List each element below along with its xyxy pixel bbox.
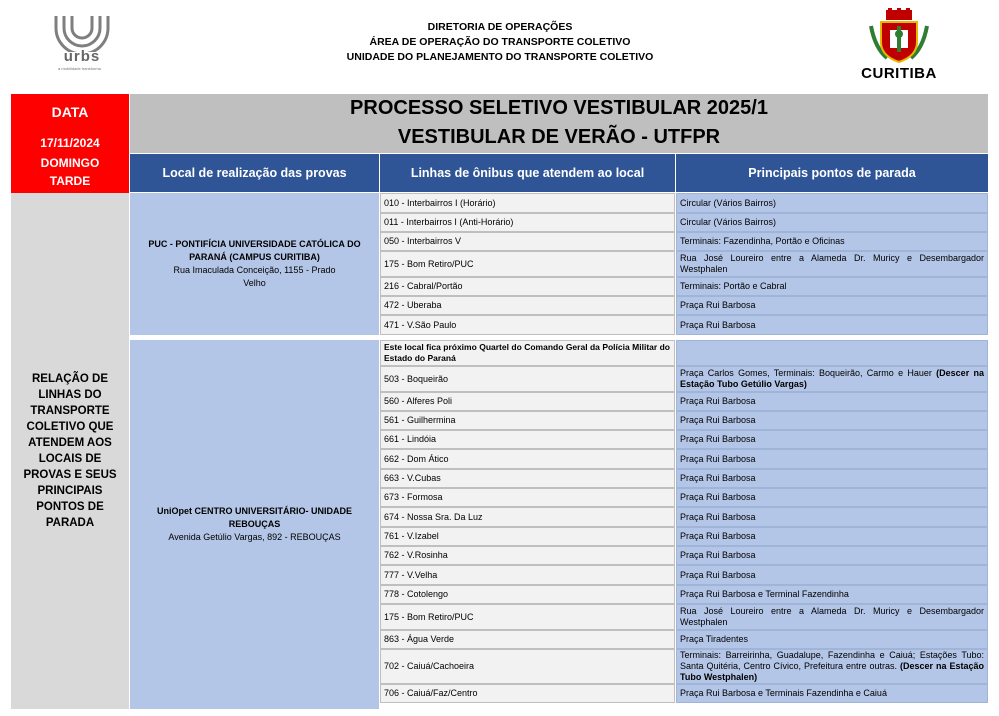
header-line-3: UNIDADE DO PLANEJAMENTO DO TRANSPORTE COLETIVO: [346, 51, 654, 63]
stop-point-text: [680, 634, 748, 645]
venue-name: PUC - PONTIFÍCIA UNIVERSIDADE CATÓLICA DO PARANÁ (CAMPUS CURITIBA): [148, 239, 361, 262]
date-box: [11, 94, 129, 193]
stop-point: [676, 366, 988, 392]
stop-point-text: [680, 281, 787, 292]
curitiba-logo-text: CURITIBA: [861, 65, 937, 82]
stop-point-main: Praça Tiradentes: [680, 634, 749, 644]
stop-point: [676, 251, 988, 277]
stop-point-main: Praça Rui Barbosa: [680, 396, 756, 406]
stop-point: [676, 604, 988, 630]
stop-point-text: [680, 650, 984, 683]
header-line-2: ÁREA DE OPERAÇÃO DO TRANSPORTE COLETIVO: [369, 36, 631, 48]
urbs-logo-tagline: a mobilidade transforma: [58, 66, 101, 71]
bus-line: 175 - Bom Retiro/PUC: [380, 604, 675, 630]
table-row: [380, 449, 988, 469]
table-row: [380, 684, 988, 703]
bus-line: 778 - Cotolengo: [380, 585, 675, 604]
bus-line: 011 - Interbairros I (Anti-Horário): [380, 213, 675, 232]
bus-line: 761 - V.Izabel: [380, 527, 675, 546]
stop-point-main: Rua José Loureiro entre a Alameda Dr. Muricy e Desembargador Westphalen: [680, 253, 984, 274]
stop-point-main: Praça Rui Barbosa: [680, 511, 756, 522]
table-row: [380, 604, 988, 630]
bus-line: 662 - Dom Ático: [380, 449, 675, 469]
stop-point-text: [680, 473, 756, 484]
stop-point-text: [680, 198, 776, 209]
stop-point-text: [680, 512, 756, 523]
stop-point: [676, 630, 988, 649]
bus-line: 471 - V.São Paulo: [380, 315, 675, 335]
stop-point-main: Praça Rui Barbosa: [680, 300, 756, 310]
venue-puc: [130, 193, 379, 335]
section-label-text: RELAÇÃO DE LINHAS DO TRANSPORTE COLETIVO QUE ATENDEM AOS LOCAIS DE PROVAS E SEUS PRINCIPAIS PONTOS DE PARADA: [23, 373, 117, 529]
stop-point: [676, 469, 988, 488]
stop-point-text: [680, 454, 756, 465]
stop-point: [676, 411, 988, 430]
venue-name: UniOpet CENTRO UNIVERSITÁRIO- UNIDADE REBOUÇAS: [156, 506, 352, 529]
bus-line: 050 - Interbairros V: [380, 232, 675, 251]
bus-line: 561 - Guilhermina: [380, 411, 675, 430]
table-row: [380, 213, 988, 232]
header-line-1: DIRETORIA DE OPERAÇÕES: [427, 21, 573, 33]
table-row: [380, 392, 988, 411]
stop-point-main: Praça Rui Barbosa: [680, 453, 756, 464]
stop-point-main: Praça Rui Barbosa: [680, 569, 756, 580]
stop-point-text: [680, 217, 776, 228]
document-title: [130, 94, 988, 153]
bus-line: 863 - Água Verde: [380, 630, 675, 649]
venue-note: Este local fica próximo Quartel do Comando Geral da Polícia Militar do Estado do Paraná: [380, 340, 675, 366]
stop-point-main: Circular (Vários Bairros): [680, 197, 777, 208]
title-line-1: PROCESSO SELETIVO VESTIBULAR 2025/1: [350, 97, 768, 119]
stop-point: [676, 546, 988, 565]
stop-point-main: Praça Rui Barbosa: [680, 434, 756, 444]
urbs-logo-text: urbs: [63, 48, 101, 65]
table-row: [380, 546, 988, 565]
bus-line: 503 - Boqueirão: [380, 366, 675, 392]
stop-point-text: [680, 300, 756, 311]
stop-point-text: [680, 570, 756, 581]
date-weekday-period: [11, 154, 129, 190]
column-header-local: Local de realização das provas: [130, 154, 379, 192]
table-row: [380, 430, 988, 449]
table-row: [380, 232, 988, 251]
bus-line: 663 - V.Cubas: [380, 469, 675, 488]
bus-line: 706 - Caiuá/Faz/Centro: [380, 684, 675, 703]
stop-point: [676, 296, 988, 315]
stop-point-main: Praça Rui Barbosa e Terminal Fazendinha: [680, 589, 849, 599]
stop-point: [676, 392, 988, 411]
stop-point: [676, 585, 988, 604]
stop-point-emphasis: (Descer na Estação Tubo Getúlio Vargas): [680, 368, 984, 389]
table-row: [380, 315, 988, 335]
stop-point-text: [680, 550, 756, 561]
stop-point-text: [680, 236, 845, 247]
stop-point: [676, 649, 988, 684]
bus-line: 702 - Caiuá/Cachoeira: [380, 649, 675, 684]
stop-point-main: Terminais: Fazendinha, Portão e Oficinas: [680, 236, 845, 246]
table-row: [380, 296, 988, 315]
table-row: [380, 411, 988, 430]
stop-point: [676, 488, 988, 507]
stop-point: [676, 430, 988, 449]
stop-point-text: [680, 492, 756, 503]
stop-point-main: Praça Rui Barbosa e Terminais Fazendinha e Caiuá: [680, 688, 887, 698]
stop-point: [676, 684, 988, 703]
bus-line: 661 - Lindóia: [380, 430, 675, 449]
stop-point-main: Praça Rui Barbosa: [680, 415, 756, 425]
table-row: [380, 649, 988, 684]
stop-point-text: [680, 368, 984, 390]
column-header-linhas: Linhas de ônibus que atendem ao local: [380, 154, 675, 192]
table-row: [380, 565, 988, 585]
stop-point-main: Rua José Loureiro entre a Alameda Dr. Muricy e Desembargador Westphalen: [680, 606, 984, 627]
stop-point-text: [680, 415, 756, 426]
stop-point-main: Praça Rui Barbosa: [680, 492, 756, 502]
table-row: [380, 507, 988, 527]
table-row: [380, 193, 988, 213]
table-row: [380, 366, 988, 392]
header-lines: [250, 20, 750, 65]
curitiba-coat-of-arms-icon: [853, 8, 945, 64]
stop-point-text: [680, 320, 756, 331]
stop-point: [676, 232, 988, 251]
date-period: TARDE: [49, 174, 91, 188]
bus-line: 560 - Alferes Poli: [380, 392, 675, 411]
urbs-logo-icon: [52, 12, 112, 52]
table-row: [380, 488, 988, 507]
bus-line: 216 - Cabral/Portão: [380, 277, 675, 296]
venue-address: Avenida Getúlio Vargas, 892 - REBOUÇAS: [168, 532, 341, 542]
date-value: 17/11/2024: [40, 136, 100, 150]
stop-point: [676, 565, 988, 585]
stop-point-text: [680, 589, 849, 600]
stop-point-main: Circular (Vários Bairros): [680, 217, 777, 227]
stop-point-main: Terminais: Portão e Cabral: [680, 281, 787, 291]
page-header: [0, 0, 999, 92]
stop-point: [676, 193, 988, 213]
urbs-logo: [52, 12, 112, 78]
stop-point: [676, 449, 988, 469]
stop-point-main: Praça Rui Barbosa: [680, 473, 756, 483]
table-row: [380, 585, 988, 604]
bus-line: 175 - Bom Retiro/PUC: [380, 251, 675, 277]
venue-address: Rua Imaculada Conceição, 1155 - Prado Velho: [173, 265, 336, 288]
stop-point: [676, 527, 988, 546]
stop-point-main: Praça Rui Barbosa: [680, 550, 756, 560]
stop-point-text: [680, 434, 756, 445]
stop-point-main: Terminais: Barreirinha, Guadalupe, Fazendinha e Caiuá; Estações Tubo: Santa Quitéria, Centro Cívico, Prefeitura entre outras.: [680, 650, 984, 671]
section-label: [11, 193, 129, 709]
stop-point: [676, 213, 988, 232]
bus-line: 010 - Interbairros I (Horário): [380, 193, 675, 213]
stop-point-text: [680, 396, 756, 407]
bus-line: 762 - V.Rosinha: [380, 546, 675, 565]
table-row: [380, 630, 988, 649]
bus-line: 472 - Uberaba: [380, 296, 675, 315]
table-row: [380, 527, 988, 546]
stop-point-main: Praça Rui Barbosa: [680, 319, 756, 330]
venue-note-row: [380, 340, 988, 366]
bus-line: 673 - Formosa: [380, 488, 675, 507]
stop-point: [676, 277, 988, 296]
table-row: [380, 469, 988, 488]
column-header-pontos: Principais pontos de parada: [676, 154, 988, 192]
stop-point: [676, 507, 988, 527]
title-line-2: VESTIBULAR DE VERÃO - UTFPR: [397, 126, 721, 148]
stop-point-text: [680, 531, 756, 542]
date-title: DATA: [51, 104, 89, 120]
date-weekday: DOMINGO: [40, 156, 100, 170]
curitiba-logo: [853, 8, 945, 82]
stop-point-main: Praça Rui Barbosa: [680, 531, 756, 541]
stop-point-text: [680, 253, 984, 275]
stop-point-text: [680, 606, 984, 628]
stop-point-emphasis: (Descer na Estação Tubo Westphalen): [680, 661, 984, 682]
stop-point-main: Praça Carlos Gomes, Terminais: Boqueirão, Carmo e Hauer: [680, 368, 932, 378]
stop-point-text: [680, 688, 887, 699]
table-row: [380, 251, 988, 277]
table-row: [380, 277, 988, 296]
venue-uniopet: [130, 340, 379, 709]
bus-line: 674 - Nossa Sra. Da Luz: [380, 507, 675, 527]
bus-line: 777 - V.Velha: [380, 565, 675, 585]
stop-point: [676, 315, 988, 335]
venue-note-stop-empty: [676, 340, 988, 366]
